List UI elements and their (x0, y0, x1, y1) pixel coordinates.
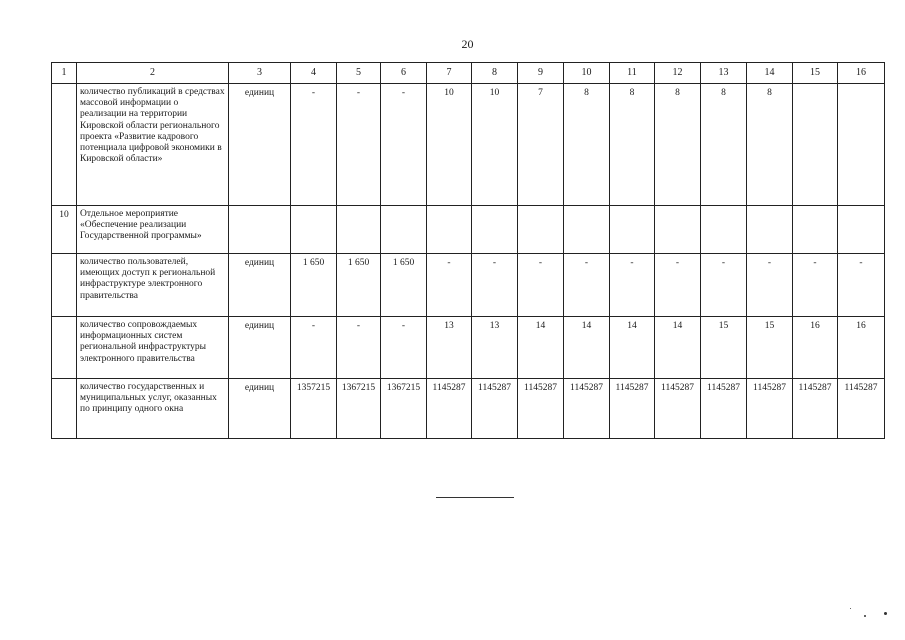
value-cell: 1145287 (838, 379, 885, 439)
value-cell: 1145287 (747, 379, 793, 439)
value-cell: 13 (427, 317, 472, 379)
header-cell: 13 (701, 63, 747, 84)
value-cell: - (838, 254, 885, 317)
value-cell: 1 650 (381, 254, 427, 317)
page-number: 20 (461, 37, 474, 51)
value-cell (337, 206, 381, 254)
row-number-cell (52, 84, 77, 206)
unit-cell: единиц (229, 379, 291, 439)
scan-speck (864, 615, 866, 617)
unit-cell: единиц (229, 317, 291, 379)
value-cell: 15 (701, 317, 747, 379)
header-cell: 2 (77, 63, 229, 84)
row-number-cell: 10 (52, 206, 77, 254)
header-cell: 7 (427, 63, 472, 84)
indicator-name-cell: количество государственных и муниципальных услуг, оказанных по принципу одного окна (77, 379, 229, 439)
footer-divider (436, 497, 514, 498)
value-cell: 1145287 (610, 379, 655, 439)
header-cell: 5 (337, 63, 381, 84)
value-cell: 8 (564, 84, 610, 206)
value-cell: 1145287 (701, 379, 747, 439)
value-cell (793, 84, 838, 206)
value-cell: 1367215 (337, 379, 381, 439)
value-cell: - (655, 254, 701, 317)
table-row (52, 317, 885, 379)
table-row (52, 206, 885, 254)
value-cell: 1145287 (472, 379, 518, 439)
value-cell (518, 206, 564, 254)
table-row (52, 254, 885, 317)
value-cell (381, 206, 427, 254)
value-cell: 10 (472, 84, 518, 206)
scan-speck (850, 608, 851, 609)
unit-cell: единиц (229, 84, 291, 206)
value-cell: - (518, 254, 564, 317)
indicators-table (51, 62, 885, 439)
row-number-cell (52, 317, 77, 379)
header-cell: 11 (610, 63, 655, 84)
value-cell: 13 (472, 317, 518, 379)
value-cell: 16 (838, 317, 885, 379)
value-cell: 1367215 (381, 379, 427, 439)
value-cell: - (381, 84, 427, 206)
value-cell: 14 (564, 317, 610, 379)
value-cell (564, 206, 610, 254)
value-cell: - (381, 317, 427, 379)
value-cell: 1145287 (518, 379, 564, 439)
value-cell: 10 (427, 84, 472, 206)
value-cell: 14 (655, 317, 701, 379)
value-cell: - (472, 254, 518, 317)
value-cell: 14 (610, 317, 655, 379)
indicator-name-cell: количество сопровождаемых информационных систем региональной инфраструктуры электронного правительства (77, 317, 229, 379)
value-cell: - (291, 317, 337, 379)
row-number-cell (52, 254, 77, 317)
value-cell: 8 (610, 84, 655, 206)
value-cell: 1145287 (655, 379, 701, 439)
value-cell (701, 206, 747, 254)
value-cell: - (793, 254, 838, 317)
header-cell: 4 (291, 63, 337, 84)
value-cell: - (337, 84, 381, 206)
header-cell: 9 (518, 63, 564, 84)
value-cell: 7 (518, 84, 564, 206)
header-cell: 15 (793, 63, 838, 84)
value-cell: 14 (518, 317, 564, 379)
value-cell: - (701, 254, 747, 317)
value-cell (427, 206, 472, 254)
value-cell (291, 206, 337, 254)
header-cell: 16 (838, 63, 885, 84)
table-body (52, 63, 885, 439)
value-cell (472, 206, 518, 254)
value-cell (747, 206, 793, 254)
value-cell: 1145287 (427, 379, 472, 439)
header-cell: 1 (52, 63, 77, 84)
value-cell: 1145287 (793, 379, 838, 439)
value-cell: 8 (747, 84, 793, 206)
value-cell: 15 (747, 317, 793, 379)
indicator-name-cell: количество пользователей, имеющих доступ к региональной инфраструктуре электронного правительства (77, 254, 229, 317)
value-cell: 1357215 (291, 379, 337, 439)
value-cell: 8 (655, 84, 701, 206)
indicator-name-cell: Отдельное мероприятие «Обеспечение реализации Государственной программы» (77, 206, 229, 254)
unit-cell: единиц (229, 254, 291, 317)
value-cell: - (291, 84, 337, 206)
value-cell: 1145287 (564, 379, 610, 439)
value-cell: - (564, 254, 610, 317)
value-cell (838, 206, 885, 254)
table-row (52, 379, 885, 439)
header-cell: 3 (229, 63, 291, 84)
value-cell (838, 84, 885, 206)
row-number-cell (52, 379, 77, 439)
value-cell: 1 650 (291, 254, 337, 317)
indicator-name-cell: количество публикаций в средствах массовой информации о реализации на территории Кировской области регионального проекта «Развитие кадрового потенциала цифровой экономики в Кировской области» (77, 84, 229, 206)
value-cell (655, 206, 701, 254)
header-cell: 6 (381, 63, 427, 84)
value-cell: 1 650 (337, 254, 381, 317)
value-cell (610, 206, 655, 254)
header-cell: 8 (472, 63, 518, 84)
value-cell (793, 206, 838, 254)
table-row (52, 84, 885, 206)
value-cell: 16 (793, 317, 838, 379)
value-cell: - (610, 254, 655, 317)
value-cell: 8 (701, 84, 747, 206)
value-cell: - (337, 317, 381, 379)
value-cell: - (427, 254, 472, 317)
header-row (52, 63, 885, 84)
value-cell: - (747, 254, 793, 317)
scan-speck (884, 612, 887, 615)
unit-cell (229, 206, 291, 254)
header-cell: 10 (564, 63, 610, 84)
header-cell: 12 (655, 63, 701, 84)
header-cell: 14 (747, 63, 793, 84)
